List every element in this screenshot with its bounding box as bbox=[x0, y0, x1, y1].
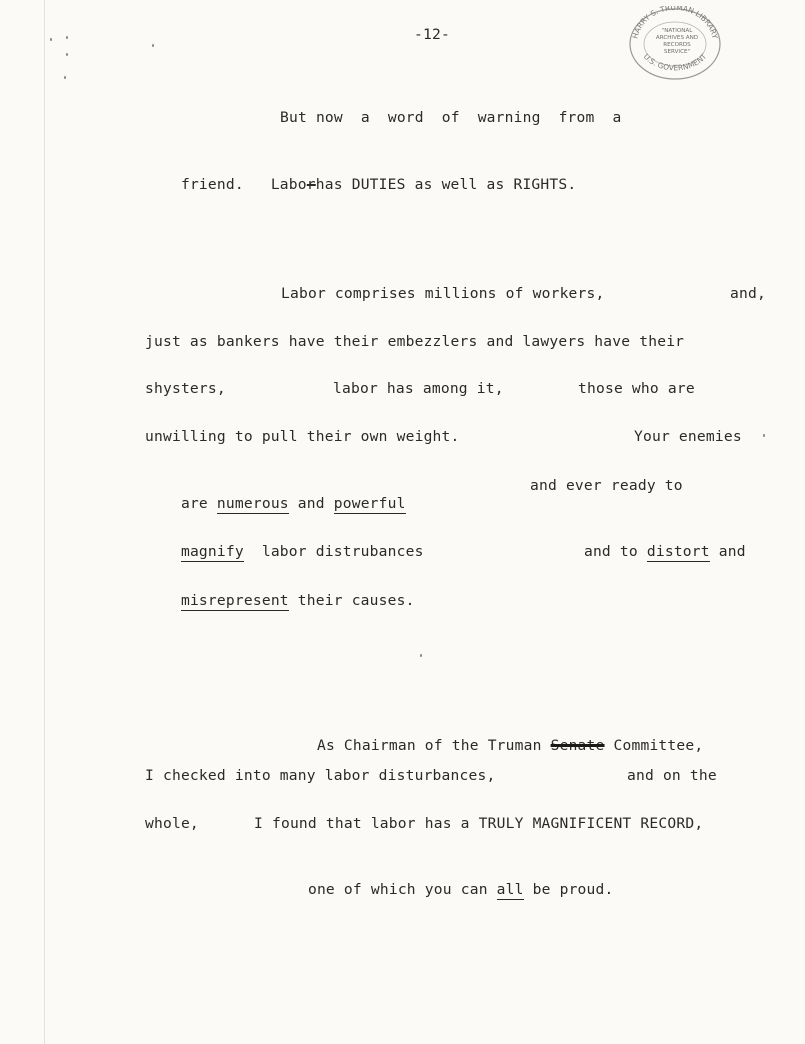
underlined-word: misrepresent bbox=[180, 592, 289, 609]
text-fragment: and bbox=[288, 495, 334, 512]
text-fragment: and to bbox=[583, 543, 647, 560]
text-line: and ever ready to bbox=[530, 477, 683, 494]
text-fragment: labor distrubances bbox=[243, 543, 424, 560]
text-line bbox=[145, 574, 415, 628]
text-line: those who are bbox=[578, 380, 695, 397]
underlined-word: powerful bbox=[333, 495, 406, 512]
page-edge bbox=[44, 0, 45, 1044]
text-line: But now a word of warning from a bbox=[280, 109, 622, 126]
text-fragment: and bbox=[709, 543, 746, 560]
text-line: shysters, bbox=[145, 380, 226, 397]
archives-stamp bbox=[627, 6, 723, 80]
text-line bbox=[145, 477, 406, 531]
paper-speck bbox=[763, 434, 765, 437]
text-line: unwilling to pull their own weight. bbox=[145, 428, 460, 445]
text-fragment: As Chairman of the Truman bbox=[316, 737, 551, 754]
text-fragment: has DUTIES as well as RIGHTS. bbox=[315, 176, 577, 193]
stamp-line-2: ARCHIVES AND bbox=[655, 35, 699, 41]
stamp-line-3: RECORDS bbox=[663, 42, 691, 48]
text-line bbox=[272, 863, 614, 917]
text-line bbox=[145, 158, 576, 212]
text-fragment: their causes. bbox=[288, 592, 415, 609]
text-line: whole, bbox=[145, 815, 199, 832]
text-line: labor has among it, bbox=[333, 380, 504, 397]
underlined-word: numerous bbox=[216, 495, 289, 512]
underlined-word: all bbox=[496, 881, 524, 898]
text-line: I checked into many labor disturbances, bbox=[145, 767, 496, 784]
overtyped-letter: r bbox=[306, 176, 316, 193]
text-line: Labor comprises millions of workers, bbox=[281, 285, 605, 302]
underlined-word: magnify bbox=[180, 543, 244, 560]
page-number: -12- bbox=[414, 26, 450, 43]
paper-speck bbox=[420, 654, 422, 657]
text-fragment: one of which you can bbox=[307, 881, 497, 898]
text-line: I found that labor has a TRULY MAGNIFICENT RECORD, bbox=[254, 815, 704, 832]
text-line bbox=[281, 719, 703, 773]
paper-speck bbox=[50, 38, 52, 41]
paper-speck bbox=[66, 53, 68, 56]
stamp-top-text: HARRY S. TRUMAN LIBRARY bbox=[630, 6, 720, 40]
paper-speck bbox=[152, 44, 154, 47]
text-line: Your enemies bbox=[634, 428, 742, 445]
text-fragment: Committee, bbox=[604, 737, 704, 754]
stamp-line-1: "NATIONAL bbox=[661, 28, 693, 34]
text-line bbox=[145, 525, 424, 579]
text-line: and on the bbox=[627, 767, 717, 784]
text-line: and, bbox=[730, 285, 766, 302]
stamp-bottom-text: U.S. GOVERNMENT bbox=[641, 51, 709, 73]
text-fragment: friend. Labo bbox=[180, 176, 307, 193]
paper-speck bbox=[66, 36, 68, 39]
text-line bbox=[548, 525, 746, 579]
stamp-graphic bbox=[627, 6, 723, 80]
text-line: just as bankers have their embezzlers and lawyers have their bbox=[145, 333, 685, 350]
struck-word: Senate bbox=[550, 737, 605, 754]
text-fragment: are bbox=[180, 495, 217, 512]
paper-speck bbox=[64, 76, 66, 79]
text-fragment: be proud. bbox=[523, 881, 614, 898]
underlined-word: distort bbox=[646, 543, 710, 560]
stamp-line-4: SERVICE" bbox=[663, 49, 691, 55]
